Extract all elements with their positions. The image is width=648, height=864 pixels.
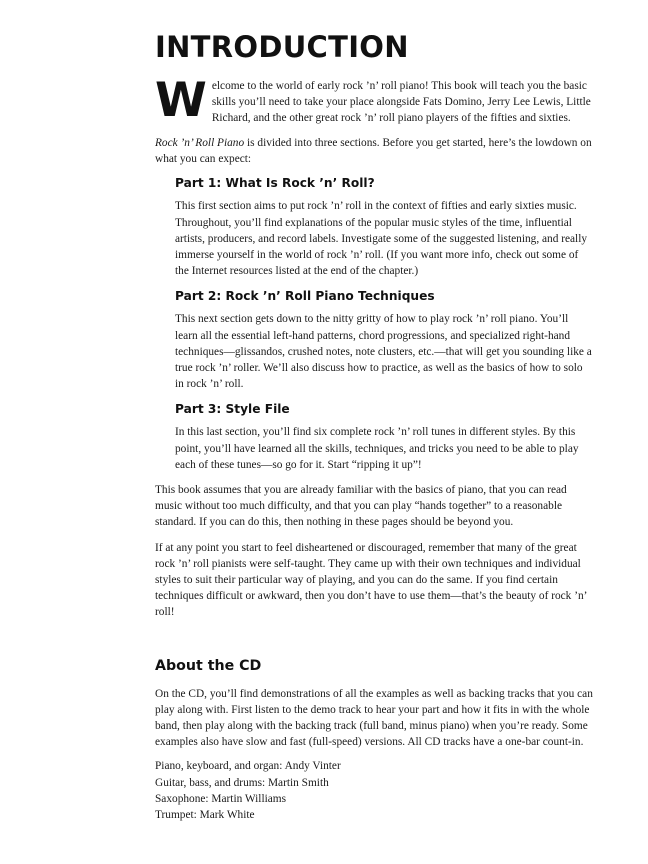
part-1-section [175, 176, 593, 279]
credit-item: Piano, keyboard, and organ: Andy Vinter [155, 760, 341, 773]
page-title: INTRODUCTION [155, 30, 409, 64]
page-content [155, 30, 593, 824]
overview-paragraph [155, 135, 593, 167]
about-cd-heading: About the CD [155, 657, 262, 674]
intro-text: elcome to the world of early rock ’n’ roll piano! This book will teach you the basic skills you’ll need to take your place alongside Fats Domino, Jerry Lee Lewis, Little Richard, and the other great rock ’n’ roll piano players of the fifties and sixties. [211, 80, 591, 125]
intro-paragraph [155, 73, 593, 128]
part-3-text: In this last section, you’ll find six complete rock ’n’ roll tunes in different styles. By this point, you’ll have learned all the skills, techniques, and tricks you need to be able to play each of these tunes—so go for it. Start “ripping it up”! [175, 426, 579, 471]
credit-item: Guitar, bass, and drums: Martin Smith [155, 776, 329, 789]
drop-cap: W [155, 73, 207, 128]
part-1-heading: Part 1: What Is Rock ’n’ Roll? [175, 176, 375, 191]
about-cd-text: On the CD, you’ll find demonstrations of all the examples as well as backing tracks that you can play along with. First listen to the demo track to hear your part and how it fits in with the whole band, then play along with the backing track (full band, minus piano) when you’re ready. Some examples also have slow and fast (full-speed) versions. All CD tracks have a one-bar count-in. [155, 687, 593, 749]
part-2-text: This next section gets down to the nitty gritty of how to play rock ’n’ roll piano. You’ll learn all the essential left-hand patterns, chord progressions, and specialized right-hand techniques—glissandos, crushed notes, note clusters, etc.—that will get you sounding like a true rock ’n’ roller. We’ll also discuss how to practice, as well as the basics of how to solo in rock ’n’ roll. [175, 313, 592, 391]
credit-item: Trumpet: Mark White [155, 809, 255, 822]
part-2-heading: Part 2: Rock ’n’ Roll Piano Techniques [175, 289, 435, 304]
overview-text: is divided into three sections. Before you get started, here’s the lowdown on what you can expect: [155, 137, 592, 166]
part-1-text: This first section aims to put rock ’n’ roll in the context of fifties and early sixties music. Throughout, you’ll find explanations of the popular music styles of the time, influential artists, producers, and record labels. Investigate some of the suggested listening, and really immerse yourself in the world of rock ’n’ roll. (If you want more info, check out some of the Internet resources listed at the end of the chapter.) [175, 200, 588, 278]
credits-list [155, 758, 593, 823]
book-title: Rock ’n’ Roll Piano [155, 137, 245, 149]
encouragement-paragraph: If at any point you start to feel disheartened or discouraged, remember that many of the great rock ’n’ roll pianists were self-taught. They came up with their own techniques and individual styles to suit their particular way of playing, and you can do the same. If you find certain techniques difficult or awkward, then you don’t have to use them—that’s the beauty of rock ’n’ roll! [155, 541, 587, 619]
assumption-paragraph: This book assumes that you are already familiar with the basics of piano, that you can read music without too much difficulty, and that you can play “hands together” to a reasonable standard. If you can do this, then nothing in these pages should be beyond you. [155, 484, 567, 529]
part-3-section [175, 402, 593, 473]
credit-item: Saxophone: Martin Williams [155, 793, 287, 806]
part-2-section [175, 289, 593, 392]
part-3-heading: Part 3: Style File [175, 402, 290, 417]
